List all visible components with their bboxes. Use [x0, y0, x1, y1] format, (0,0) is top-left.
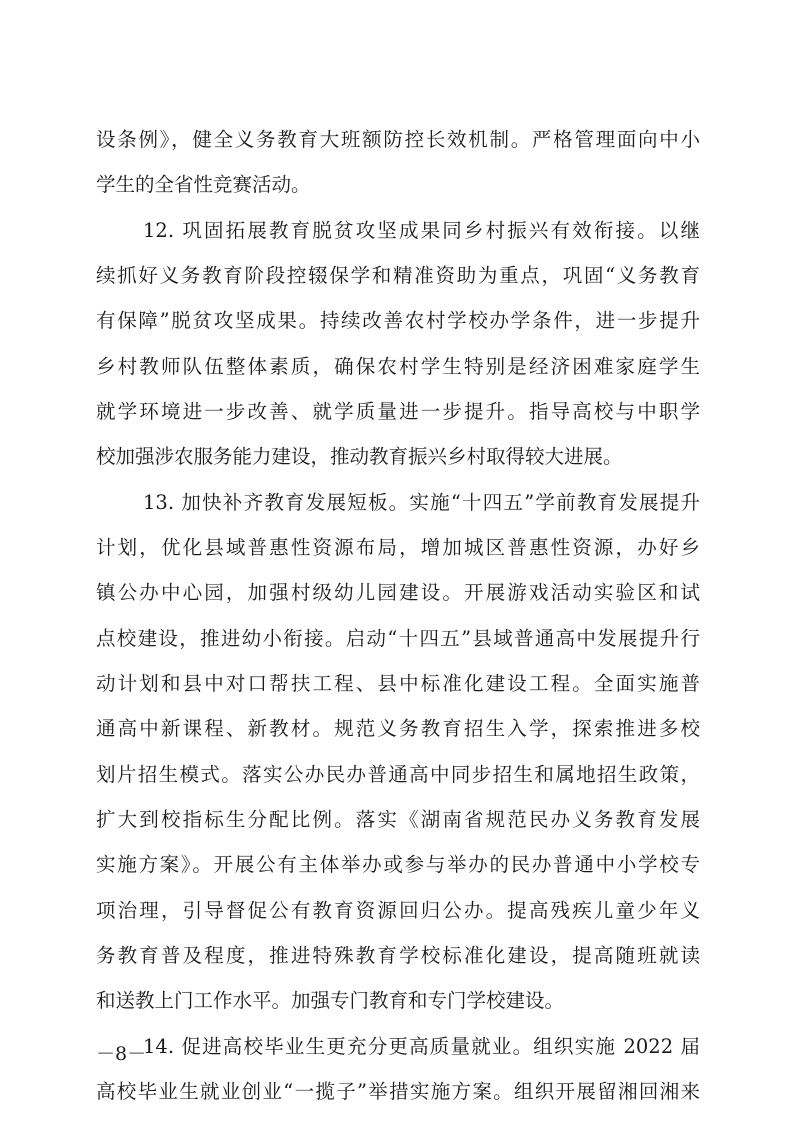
page-number: －8－	[96, 1043, 147, 1065]
text-line: 扩大到校指标生分配比例。落实《湖南省规范民办义务教育发展	[96, 808, 700, 831]
text-line: 计划，优化县域普惠性资源布局，增加城区普惠性资源，办好乡	[96, 536, 700, 559]
text-line: 续抓好义务教育阶段控辍保学和精准资助为重点，巩固“义务教育	[96, 264, 700, 287]
text-line: 和送教上门工作水平。加强专门教育和专门学校建设。	[96, 989, 565, 1013]
text-line: 有保障”脱贫攻坚成果。持续改善农村学校办学条件，进一步提升	[96, 309, 700, 333]
text-line: 镇公办中心园，加强村级幼儿园建设。开展游戏活动实验区和试	[96, 581, 700, 605]
text-line: 高校毕业生就业创业“一揽子”举措实施方案。组织开展留湘回湘来	[96, 1080, 700, 1103]
text-line: 划片招生模式。落实公办民办普通高中同步招生和属地招生政策，	[96, 762, 700, 786]
text-line: 学生的全省性竞赛活动。	[96, 173, 311, 197]
text-line: 校加强涉农服务能力建设，推动教育振兴乡村取得较大进展。	[96, 445, 623, 469]
text-line: 乡村教师队伍整体素质，确保农村学生特别是经济困难家庭学生	[96, 354, 700, 378]
text-line: 动计划和县中对口帮扶工程、县中标准化建设工程。全面实施普	[96, 672, 700, 695]
text-line: 点校建设，推进幼小衔接。启动“十四五”县域普通高中发展提升行	[96, 626, 700, 650]
paragraph-12-heading-line: 12. 巩固拓展教育脱贫攻坚成果同乡村振兴有效衔接。以继	[143, 218, 700, 242]
paragraph-13-heading-line: 13. 加快补齐教育发展短板。实施“十四五”学前教育发展提升	[143, 490, 700, 514]
text-line: 就学环境进一步改善、就学质量进一步提升。指导高校与中职学	[96, 400, 700, 423]
text-line: 通高中新课程、新教材。规范义务教育招生入学，探索推进多校	[96, 717, 700, 741]
text-line: 务教育普及程度，推进特殊教育学校标准化建设，提高随班就读	[96, 944, 700, 967]
text-line: 实施方案》。开展公有主体举办或参与举办的民办普通中小学校专	[96, 853, 700, 877]
paragraph-14-heading-line: 14. 促进高校毕业生更充分更高质量就业。组织实施 2022 届	[143, 1034, 700, 1058]
text-line: 项治理，引导督促公有教育资源回归公办。提高残疾儿童少年义	[96, 898, 700, 922]
text-line: 设条例》，健全义务教育大班额防控长效机制。严格管理面向中小	[96, 128, 700, 151]
